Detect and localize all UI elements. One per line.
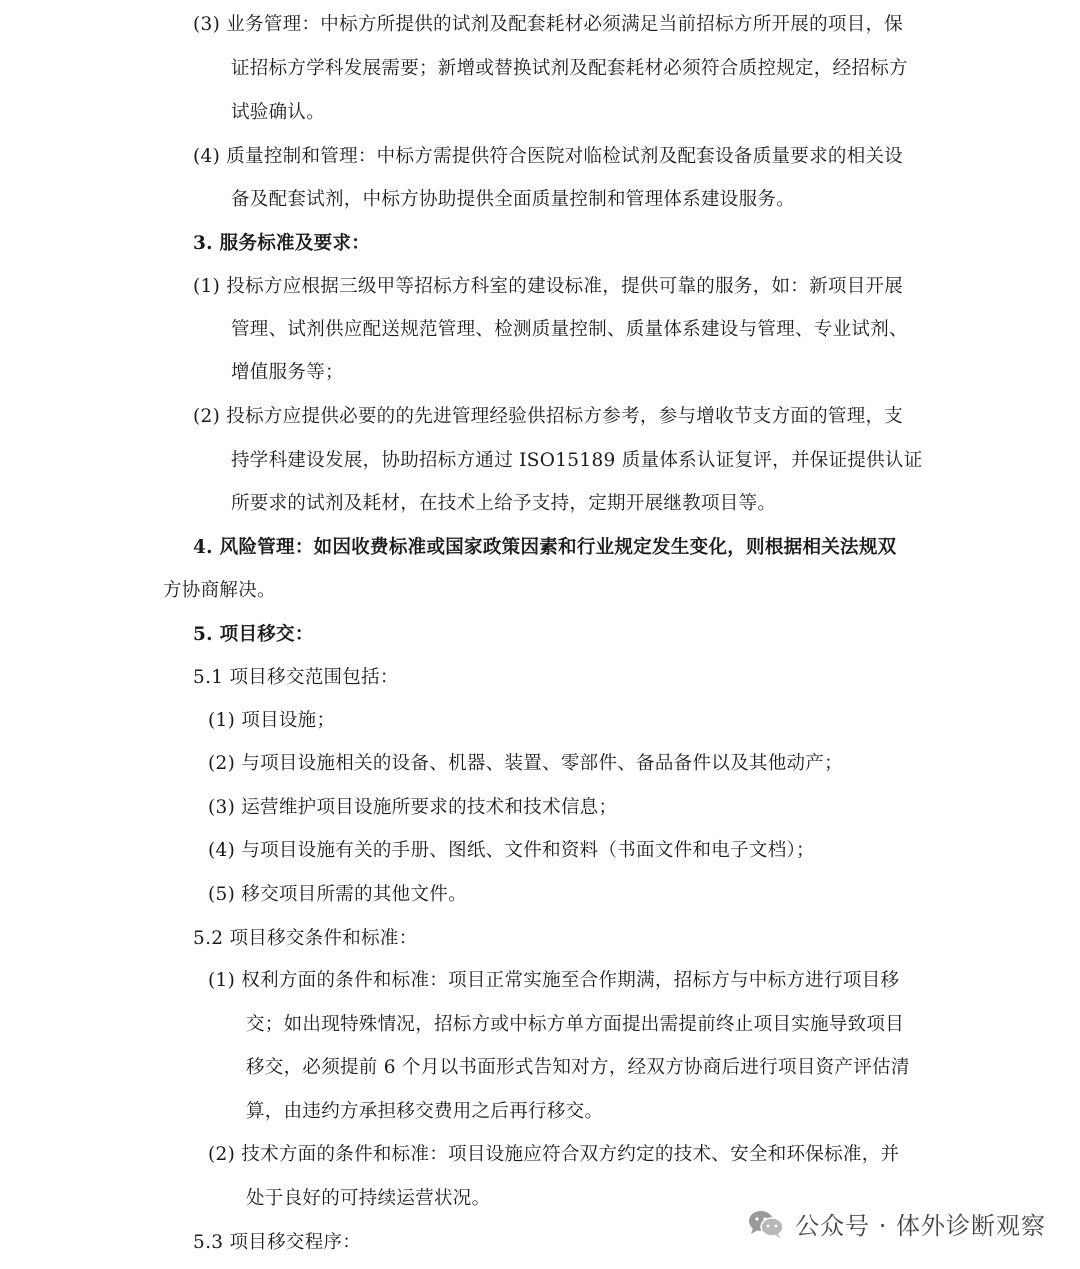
- text-line: 管理、试剂供应配送规范管理、检测质量控制、质量体系建设与管理、专业试剂、: [231, 319, 908, 340]
- list-item: (1) 权利方面的条件和标准：项目正常实施至合作期满，招标方与中标方进行项目移: [208, 970, 900, 991]
- watermark: [747, 1206, 1046, 1241]
- section-heading: 3. 服务标准及要求：: [193, 233, 371, 254]
- text-line: 方协商解决。: [163, 580, 276, 601]
- text-line: 增值服务等；: [231, 362, 344, 383]
- text-line: 试验确认。: [231, 102, 326, 123]
- text-line: 备及配套试剂，中标方协助提供全面质量控制和管理体系建设服务。: [231, 189, 796, 210]
- list-item: (5) 移交项目所需的其他文件。: [208, 884, 467, 905]
- wechat-icon: [747, 1209, 785, 1239]
- list-item: (3) 运营维护项目设施所要求的技术和技术信息；: [208, 797, 618, 818]
- text-line: 交；如出现特殊情况，招标方或中标方单方面提出需提前终止项目实施导致项目: [246, 1014, 905, 1035]
- subsection-heading: 5.1 项目移交范围包括：: [193, 667, 399, 688]
- list-item: (4) 与项目设施有关的手册、图纸、文件和资料（书面文件和电子文档）；: [208, 840, 815, 861]
- text-line: 算，由违约方承担移交费用之后再行移交。: [246, 1101, 604, 1122]
- list-item: (2) 与项目设施相关的设备、机器、装置、零部件、备品备件以及其他动产；: [208, 753, 843, 774]
- section-heading: 4. 风险管理：如因收费标准或国家政策因素和行业规定发生变化，则根据相关法规双: [193, 537, 897, 558]
- subsection-heading: 5.2 项目移交条件和标准：: [193, 928, 418, 949]
- text-line: 持学科建设发展，协助招标方通过 ISO15189 质量体系认证复评，并保证提供认证: [231, 450, 923, 471]
- text-line: 移交，必须提前 6 个月以书面形式告知对方，经双方协商后进行项目资产评估清: [246, 1057, 910, 1078]
- subsection-heading: 5.3 项目移交程序：: [193, 1232, 362, 1253]
- text-line: 所要求的试剂及耗材，在技术上给予支持，定期开展继教项目等。: [231, 493, 777, 514]
- text-line: (2) 投标方应提供必要的的先进管理经验供招标方参考，参与增收节支方面的管理，支: [193, 406, 904, 427]
- text-line: (4) 质量控制和管理：中标方需提供符合医院对临检试剂及配套设备质量要求的相关设: [193, 146, 904, 167]
- text-line: 处于良好的可持续运营状况。: [246, 1188, 491, 1209]
- text-line: (1) 投标方应根据三级甲等招标方科室的建设标准，提供可靠的服务，如：新项目开展: [193, 276, 904, 297]
- list-item: (1) 项目设施；: [208, 710, 336, 731]
- list-item: (2) 技术方面的条件和标准：项目设施应符合双方约定的技术、安全和环保标准，并: [208, 1144, 900, 1165]
- watermark-text: 公众号 · 体外诊断观察: [795, 1212, 1046, 1240]
- text-line: (3) 业务管理：中标方所提供的试剂及配套耗材必须满足当前招标方所开展的项目，保: [193, 14, 904, 35]
- section-heading: 5. 项目移交：: [193, 624, 314, 645]
- text-line: 证招标方学科发展需要；新增或替换试剂及配套耗材必须符合质控规定，经招标方: [231, 58, 908, 79]
